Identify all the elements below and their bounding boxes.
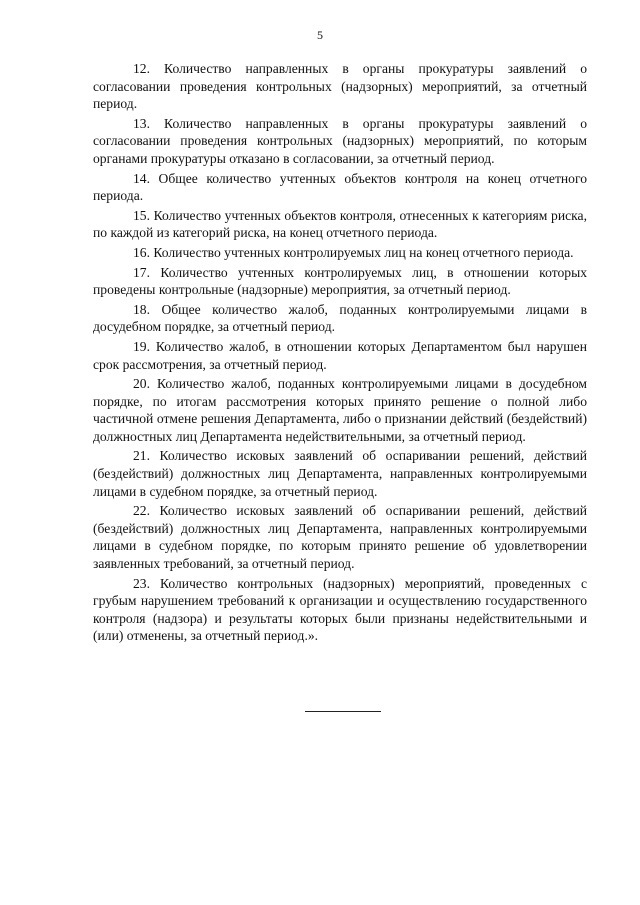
paragraph-23: 23. Количество контрольных (надзорных) мероприятий, проведенных с грубым нарушением требований к организации и осуществлению государственного контроля (надзора) и результаты которых были признаны недействительными и (или) отменены, за отчетный период.». (93, 575, 587, 644)
paragraph-16: 16. Количество учтенных контролируемых лиц на конец отчетного периода. (133, 244, 574, 260)
paragraph-20: 20. Количество жалоб, поданных контролируемыми лицами в досудебном порядке, по итогам рассмотрения которых принято решение о полной либо частичной отмене решения Департамента, либо о признании действий (бездействий) должностных лиц Департамента недействительными, за отчетный период. (93, 376, 587, 444)
paragraph-21: 21. Количество исковых заявлений об оспаривании решений, действий (бездействий) должностных лиц Департамента, направленных контролируемыми лицами в судебном порядке, за отчетный период. (93, 448, 587, 499)
document-body (93, 60, 587, 647)
paragraph-19: 19. Количество жалоб, в отношении которых Департаментом был нарушен срок рассмотрения, за отчетный период. (93, 338, 587, 372)
paragraph-15: 15. Количество учтенных объектов контроля, отнесенных к категориям риска, по каждой из категорий риска, на конец отчетного периода. (93, 207, 587, 241)
paragraph-14: 14. Общее количество учтенных объектов контроля на конец отчетного периода. (93, 170, 587, 204)
paragraph-17: 17. Количество учтенных контролируемых лиц, в отношении которых проведены контрольные (надзорные) мероприятия, за отчетный период. (93, 264, 587, 298)
page-number: 5 (317, 28, 323, 42)
paragraph-13: 13. Количество направленных в органы прокуратуры заявлений о согласовании проведения контрольных (надзорных) мероприятий, по которым органами прокуратуры отказано в согласовании, за отчетный период. (93, 115, 587, 166)
paragraph-12: 12. Количество направленных в органы прокуратуры заявлений о согласовании проведения контрольных (надзорных) мероприятий, за отчетный период. (93, 61, 587, 112)
paragraph-18: 18. Общее количество жалоб, поданных контролируемыми лицами в досудебном порядке, за отчетный период. (93, 301, 587, 335)
end-of-document-rule (305, 711, 381, 712)
paragraph-22: 22. Количество исковых заявлений об оспаривании решений, действий (бездействий) должностных лиц Департамента, направленных контролируемыми лицами в судебном порядке, по которым принято решение об удовлетворении заявленных требований, за отчетный период. (93, 503, 587, 572)
